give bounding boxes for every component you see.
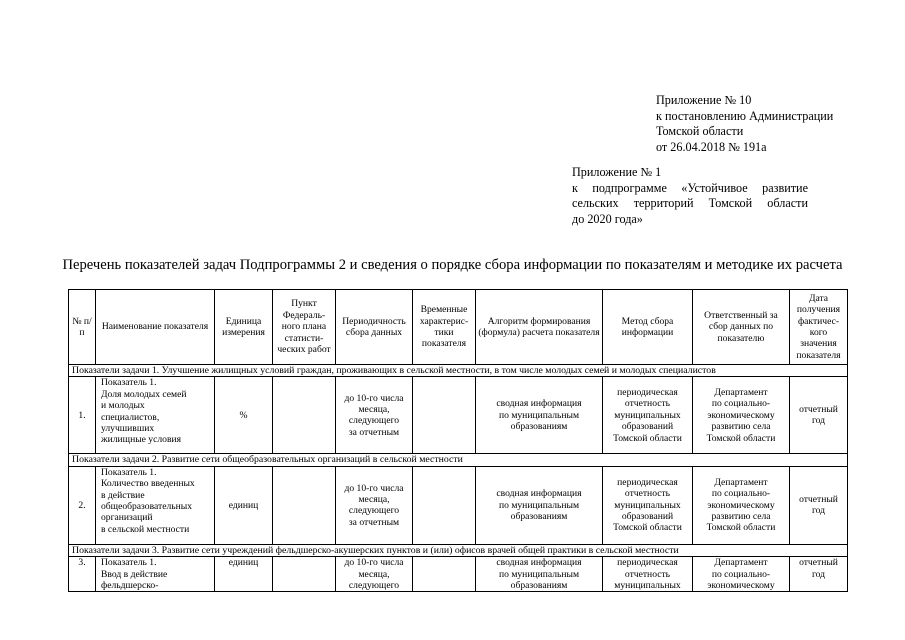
cell-line: периодическая [617, 386, 678, 398]
cell-line: по муниципальным [498, 568, 580, 580]
cell-line: за отчетным [348, 426, 400, 438]
cell-line: экономическому [707, 499, 775, 511]
cell-algorithm [476, 377, 603, 454]
cell-periodicity [336, 557, 413, 592]
cell-line: сводная информация [496, 557, 582, 569]
cell-line: Томской области [613, 522, 682, 534]
appendix-10-line: от 26.04.2018 № 191а [656, 139, 767, 154]
cell-line: Департамент [714, 386, 768, 398]
cell-line: в действие [101, 489, 145, 501]
cell-line: Томской области [613, 432, 682, 444]
table-row [69, 557, 848, 592]
cell-federal-plan [273, 557, 336, 592]
cell-line: Томской области [706, 432, 776, 444]
cell-line: организаций [101, 512, 153, 524]
table-header-row [69, 290, 848, 365]
cell-line: отчетный [799, 557, 838, 569]
cell-line: фельдшерско- [101, 580, 159, 592]
cell-time-characteristics [413, 557, 476, 592]
cell-line: Томской области [706, 522, 776, 534]
cell-name [96, 557, 215, 592]
cell-time-characteristics [413, 466, 476, 544]
cell-line: отчетность [624, 488, 671, 500]
cell-line: периодическая [617, 557, 678, 569]
cell-line: Показатель 1. [101, 466, 157, 478]
cell-line: образованиям [510, 511, 568, 523]
cell-line: за отчетным [348, 516, 400, 528]
header-method: Метод сбора информации [603, 290, 693, 365]
table-row [69, 466, 848, 544]
cell-line: отчетный [799, 493, 838, 505]
cell-line: образованиям [510, 580, 568, 592]
cell-line: по социально- [711, 398, 771, 410]
cell-line: следующего [348, 580, 400, 592]
appendix-1-line: сельских территорий Томской области [572, 196, 808, 210]
cell-line: по социально- [711, 568, 771, 580]
header-num: № п/п [69, 290, 96, 365]
cell-line: в сельской местности [101, 523, 190, 535]
cell-unit: единиц [215, 466, 273, 544]
cell-num: 1. [69, 377, 96, 454]
cell-time-characteristics [413, 377, 476, 454]
cell-line: образованиям [510, 421, 568, 433]
cell-line: Департамент [714, 476, 768, 488]
cell-date [790, 557, 848, 592]
cell-line: экономическому [707, 580, 775, 592]
appendix-1-block [572, 165, 808, 227]
cell-line: Показатель 1. [101, 557, 157, 569]
cell-line: год [811, 415, 826, 427]
cell-num: 2. [69, 466, 96, 544]
section-title: Показатели задачи 1. Улучшение жилищных условий граждан, проживающих в сельской местности, в том числе молодых семей и молодых специалистов [69, 365, 848, 377]
cell-line: год [811, 568, 826, 580]
section-row [69, 544, 848, 556]
cell-line: отчетность [624, 568, 671, 580]
section-title: Показатели задачи 3. Развитие сети учреждений фельдшерско-акушерских пунктов и (или) офисов врачей общей практики в сельской местности [69, 544, 848, 556]
cell-algorithm [476, 466, 603, 544]
cell-line: общеобразовательных [101, 501, 192, 513]
appendix-10-line: к постановлению Администрации [656, 108, 834, 123]
cell-line: улучшивших [101, 423, 155, 435]
cell-unit: % [215, 377, 273, 454]
header-periodicity: Периодичность сбора данных [336, 290, 413, 365]
cell-line: муниципальных [614, 580, 681, 592]
cell-line: по муниципальным [498, 409, 580, 421]
cell-num: 3. [69, 557, 96, 592]
cell-line: по социально- [711, 488, 771, 500]
cell-line: развитию села [711, 421, 771, 433]
cell-line: развитию села [711, 511, 771, 523]
header-date: Дата получения фактичес-кого значения показателя [790, 290, 848, 365]
section-title: Показатели задачи 2. Развитие сети общеобразовательных организаций в сельской местности [69, 454, 848, 466]
appendix-10-line: Приложение № 10 [656, 93, 752, 107]
cell-unit: единиц [215, 557, 273, 592]
appendix-1-line: Приложение № 1 [572, 165, 662, 179]
cell-line: месяца, [358, 568, 390, 580]
cell-line: Департамент [714, 557, 768, 569]
cell-method [603, 557, 693, 592]
cell-line: Количество введенных [101, 478, 195, 490]
header-responsible: Ответственный за сбор данных по показателю [693, 290, 790, 365]
cell-name [96, 466, 215, 544]
header-time-characteristics: Временные характерис-тики показателя [413, 290, 476, 365]
header-name: Наименование показателя [96, 290, 215, 365]
cell-line: месяца, [358, 493, 390, 505]
cell-responsible [693, 377, 790, 454]
appendix-1-line: до 2020 года» [572, 211, 643, 226]
cell-line: отчетный [799, 404, 838, 415]
cell-federal-plan [273, 466, 336, 544]
cell-line: сводная информация [496, 398, 582, 410]
cell-responsible [693, 557, 790, 592]
cell-line: Доля молодых семей [101, 388, 187, 400]
cell-line: образований [621, 511, 674, 523]
cell-line: Показатель 1. [101, 377, 157, 389]
cell-name [96, 377, 215, 454]
cell-line: специалистов, [101, 411, 160, 423]
appendix-10-block [656, 93, 833, 155]
cell-periodicity [336, 377, 413, 454]
cell-line: периодическая [617, 476, 678, 488]
header-federal-plan: Пункт Федераль-ного плана статисти-ческих работ [273, 290, 336, 365]
cell-line: экономическому [707, 409, 775, 421]
cell-algorithm [476, 557, 603, 592]
cell-date [790, 466, 848, 544]
header-algorithm: Алгоритм формирования (формула) расчета показателя [476, 290, 603, 365]
cell-line: до 10-го числа [344, 482, 404, 494]
cell-federal-plan [273, 377, 336, 454]
cell-method [603, 466, 693, 544]
page-title: Перечень показателей задач Подпрограммы 2 и сведения о порядке сбора информации по показателям и методике их расчета [62, 257, 843, 273]
cell-line: следующего [348, 505, 400, 517]
cell-line: год [811, 505, 826, 517]
cell-line: до 10-го числа [344, 392, 404, 404]
appendix-1-line: к подпрограмме «Устойчивое развитие [572, 180, 808, 195]
cell-responsible [693, 466, 790, 544]
table-row [69, 377, 848, 454]
cell-line: до 10-го числа [344, 557, 404, 569]
cell-date [790, 377, 848, 454]
cell-line: следующего [348, 415, 400, 427]
cell-line: жилищные условия [101, 434, 182, 446]
section-row [69, 454, 848, 466]
cell-line: и молодых [101, 400, 145, 412]
cell-line: отчетность [624, 398, 671, 410]
cell-line: месяца, [358, 404, 390, 415]
cell-line: по муниципальным [498, 499, 580, 511]
indicators-table [68, 289, 848, 592]
cell-line: Ввод в действие [101, 568, 168, 580]
section-row [69, 365, 848, 377]
cell-periodicity [336, 466, 413, 544]
cell-method [603, 377, 693, 454]
header-unit: Единица измерения [215, 290, 273, 365]
cell-line: образований [621, 421, 674, 433]
cell-line: муниципальных [614, 499, 681, 511]
cell-line: сводная информация [496, 488, 582, 500]
cell-line: муниципальных [614, 409, 681, 421]
appendix-10-line: Томской области [656, 124, 744, 138]
